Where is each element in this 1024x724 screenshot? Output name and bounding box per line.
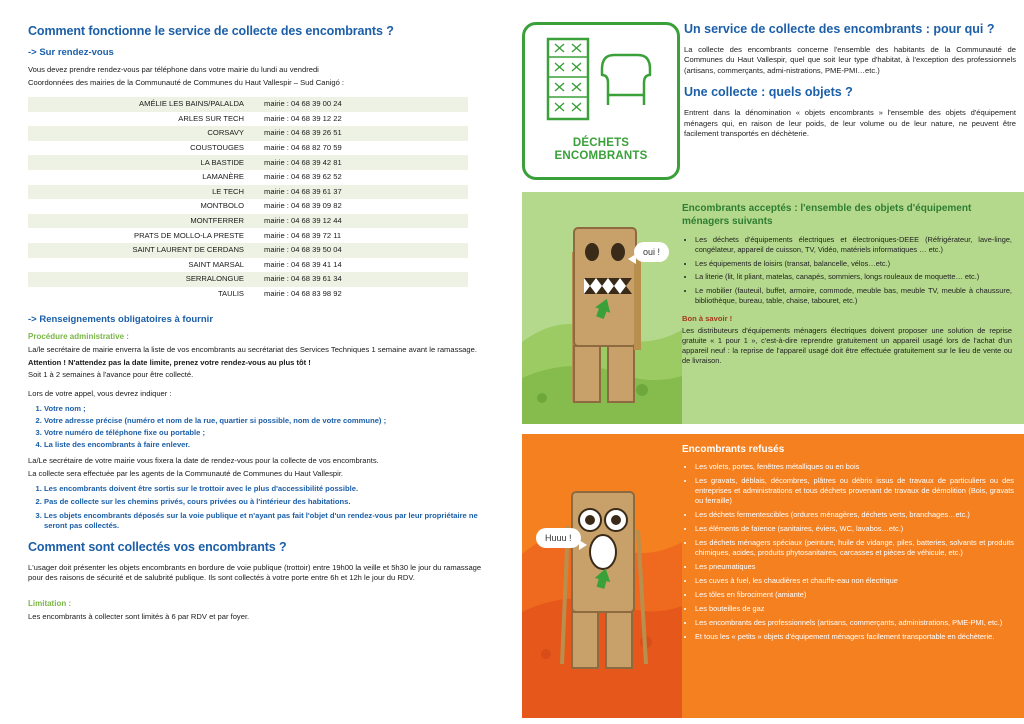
mairie-town: COUSTOUGES — [190, 143, 244, 153]
accepted-items-title: Encombrants acceptés : l'ensemble des objets d'équipement ménagers suivants — [682, 203, 972, 227]
table-row — [28, 214, 468, 229]
table-row — [28, 155, 468, 170]
list-item: 2. Pas de collecte sur les chemins privés, cours privées ou à l'intérieur des habitations. — [44, 497, 498, 508]
procedure-warning: Attention ! N'attendez pas la date limite, prenez votre rendez-vous au plus tôt ! — [28, 357, 311, 367]
limitation-label: Limitation : — [28, 598, 72, 608]
list-item: • Les pneumatiques — [695, 562, 1014, 572]
green-landscape-illustration — [522, 192, 682, 424]
table-row — [28, 126, 468, 141]
mairie-town: LA BASTIDE — [200, 157, 244, 167]
table-row — [28, 112, 468, 127]
mairie-town: SERRALONGUE — [185, 274, 244, 284]
mairie-phone: mairie : 04 68 39 09 82 — [264, 201, 342, 211]
mairie-town: MONTFERRER — [190, 216, 244, 226]
list-item: • Les cuves à fuel, les chaudières et chauffe-eau non électrique — [695, 576, 1014, 586]
list-item: • Les déchets d'équipements électriques et électroniques-DEEE (Réfrigérateur, lave-linge, congélateur, appareil de cuisson, TV, Vidéo, matériels informatiques … etc.) — [695, 235, 1012, 255]
refused-items-list — [682, 462, 1014, 642]
list-item: • La literie (lit, lit pliant, matelas, canapés, sommiers, longs rouleaux de moquette… etc.) — [695, 272, 1012, 282]
list-item: • Les déchets fermentescibles (ordures ménagères, déchets verts, branchages…etc.) — [695, 510, 1014, 520]
list-item: • Les déchets ménagers spéciaux (peinture, huile de vidange, piles, batteries, solvants et produits chimiques, acides, produits phytosanitaires, carcasses et pièces de véhicule, etc.) — [695, 538, 1014, 558]
procedure-paragraph-3: Soit 1 à 2 semaines à l'avance pour être collecté. — [28, 370, 194, 380]
accepted-items-panel — [522, 192, 1024, 424]
list-item: • Les encombrants des professionnels (artisans, commerçants, administrations, PME-PMI, etc.) — [695, 618, 1014, 628]
mairie-phone: mairie : 04 68 39 50 04 — [264, 245, 342, 255]
right-paragraph-1: La collecte des encombrants concerne l'ensemble des habitants de la Communauté de Communes du Haut Vallespir, quel que soit leur type d'habitat, à l'exception des professionnels (artisans, commerçants, admi-nistrations, PME-PMI…etc.) — [684, 45, 1016, 75]
accepted-items-list — [682, 235, 1012, 306]
mairie-town: LAMANÈRE — [202, 172, 244, 182]
mairie-town: LE TECH — [212, 186, 244, 196]
logo-text — [525, 137, 677, 163]
mairie-town: ARLES SUR TECH — [178, 113, 244, 123]
right-column — [516, 0, 1024, 724]
mairie-phone: mairie : 04 68 83 98 92 — [264, 289, 342, 299]
table-row — [28, 287, 468, 302]
subheading-renseignements: -> Renseignements obligatoires à fournir — [28, 314, 214, 326]
mairie-town: CORSAVY — [207, 128, 244, 138]
list-item: • Les gravats, déblais, décombres, plâtres ou débris issus de travaux de particuliers ou des entreprises et administrations et tous déchets provenant de travaux de démolition (Bois, gravats ou ferraille) — [695, 476, 1014, 506]
list-item: • Les éléments de faïence (sanitaires, éviers, WC, lavabos…etc.) — [695, 524, 1014, 534]
list-item: 4. La liste des encombrants à faire enlever. — [44, 439, 498, 450]
table-row — [28, 243, 468, 258]
right-title-quels-objets: Une collecte : quels objets ? — [684, 85, 853, 100]
subheading-rendezvous: -> Sur rendez-vous — [28, 47, 114, 58]
list-item: 1. Les encombrants doivent être sortis sur le trottoir avec le plus d'accessibilité possible. — [44, 484, 498, 495]
list-item: • Les équipements de loisirs (transat, balancelle, vélos…etc.) — [695, 259, 1012, 269]
list-item: • Les volets, portes, fenêtres métalliques ou en bois — [695, 462, 1014, 472]
intro-line-1: Vous devez prendre rendez-vous par téléphone dans votre mairie du lundi au vendredi — [28, 65, 319, 74]
after-paragraph-1: La/Le secrétaire de votre mairie vous fixera la date de rendez-vous pour la collecte de vos encombrants. — [28, 456, 379, 466]
list-item: 3. Votre numéro de téléphone fixe ou portable ; — [44, 427, 498, 438]
after-paragraph-2: La collecte sera effectuée par les agents de la Communauté de Communes du Haut Vallespir. — [28, 468, 344, 478]
table-row — [28, 141, 468, 156]
right-header-text — [684, 22, 1016, 148]
call-required-info-list — [28, 403, 498, 450]
procedure-label: Procédure administrative : — [28, 332, 129, 342]
mairie-phone: mairie : 04 68 39 12 44 — [264, 216, 342, 226]
mairie-phone: mairie : 04 68 39 72 11 — [264, 230, 342, 240]
logo-box — [522, 22, 680, 180]
page-title: Comment fonctionne le service de collecte des encombrants ? — [28, 24, 394, 38]
container-armchair-icon — [542, 35, 660, 127]
mairie-town: AMÉLIE LES BAINS/PALALDA — [139, 99, 244, 109]
table-row — [28, 97, 468, 112]
table-row — [28, 258, 468, 273]
mairie-phone: mairie : 04 68 39 61 37 — [264, 186, 342, 196]
right-paragraph-2: Entrent dans la dénomination « objets encombrants » l'ensemble des objets d'équipement ménagers qui, en raison de leur poids, de leur volume ou de leur nature, ne peuvent être facilement transportés en déchèterie. — [684, 108, 1016, 139]
table-row — [28, 199, 468, 214]
intro-line-2: Coordonnées des mairies de la Communauté de Communes du Haut Vallespir – Sud Canigó : — [28, 77, 345, 87]
refused-items-body — [682, 444, 1014, 646]
table-row — [28, 170, 468, 185]
table-row — [28, 272, 468, 287]
list-item: • Et tous les « petits » objets d'équipement ménagers facilement transportable en déchèterie. — [695, 632, 1014, 642]
table-row — [28, 185, 468, 200]
list-item: • Le mobilier (fauteuil, buffet, armoire, commode, meuble bas, meuble TV, meuble à chaussure, bibliothèque, bureau, table, chaise, tabouret, etc.) — [695, 286, 1012, 306]
mairie-town: SAINT MARSAL — [188, 259, 244, 269]
refused-items-panel — [522, 434, 1024, 718]
mairie-town: PRATS DE MOLLO-LA PRESTE — [134, 230, 244, 240]
call-intro: Lors de votre appel, vous devrez indiquer : — [28, 388, 172, 398]
list-item: 3. Les objets encombrants déposés sur la voie publique et n'ayant pas fait l'objet d'un rendez-vous par leur propriétaire ne seront pas collectés. — [44, 511, 498, 532]
good-to-know-title: Bon à savoir ! — [682, 313, 733, 323]
mairie-phone: mairie : 04 68 39 00 24 — [264, 99, 342, 109]
procedure-paragraph-1: La/le secrétaire de mairie enverra la liste de vos encombrants au secrétariat des Services Techniques 1 semaine avant le ramassage. — [28, 345, 477, 355]
mairie-phone: mairie : 04 68 39 26 51 — [264, 128, 342, 138]
list-item: 2. Votre adresse précise (numéro et nom de la rue, quartier si possible, nom de votre commune) ; — [44, 415, 498, 426]
list-item: • Les bouteilles de gaz — [695, 604, 1014, 614]
mairie-town: MONTBOLO — [200, 201, 244, 211]
mairie-phone: mairie : 04 68 39 61 34 — [264, 274, 342, 284]
logo-illustration — [542, 35, 660, 127]
limitation-text: Les encombrants à collecter sont limités à 6 par RDV et par foyer. — [28, 611, 250, 621]
logo-line-1: DÉCHETS — [572, 137, 630, 149]
right-title-pour-qui: Un service de collecte des encombrants : pour qui ? — [684, 22, 995, 36]
good-to-know-text: Les distributeurs d'équipements ménagers électriques doivent proposer une solution de reprise gratuite « 1 pour 1 », c'est-à-dire reprendre gratuitement un appareil usagé lors de l'achat d'un appareil neuf : la reprise de l'appareil usagé doit être effectuée gratuitement sur le lieu de vente ou de livraison. — [682, 325, 1012, 365]
list-item: 1. Votre nom ; — [44, 403, 498, 414]
collect-paragraph: L'usager doit présenter les objets encombrants en bordure de voie publique (trottoir) entre 19h00 la veille et 5h30 le jour du ramassage pour des raisons de sécurité et de salubrité publique. Ils sont collectés à votre porte entre 6h et 12h le jour du RDV. — [28, 562, 482, 583]
mairie-phone: mairie : 04 68 39 42 81 — [264, 157, 342, 167]
speech-bubble-huuu: Huuu ! — [536, 528, 581, 548]
mairie-phone: mairie : 04 68 39 62 52 — [264, 172, 342, 182]
refused-items-title: Encombrants refusés — [682, 444, 785, 455]
mairie-phone: mairie : 04 68 39 12 22 — [264, 113, 342, 123]
mairie-phone: mairie : 04 68 82 70 59 — [264, 143, 342, 153]
list-item: • Les tôles en fibrociment (amiante) — [695, 590, 1014, 600]
collection-rules-list — [28, 484, 498, 531]
mairies-table — [28, 97, 468, 301]
mairie-town: TAULIS — [217, 289, 244, 299]
mairie-town: SAINT LAURENT DE CERDANS — [132, 245, 244, 255]
orange-landscape-illustration — [522, 434, 682, 718]
left-column — [28, 24, 498, 624]
speech-bubble-oui: oui ! — [634, 242, 669, 262]
section-title-collecte: Comment sont collectés vos encombrants ? — [28, 539, 287, 554]
accepted-items-body — [682, 202, 1012, 366]
logo-line-2: ENCOMBRANTS — [554, 150, 648, 162]
mairies-table-wrapper — [28, 97, 468, 301]
mairie-phone: mairie : 04 68 39 41 14 — [264, 259, 342, 269]
table-row — [28, 228, 468, 243]
